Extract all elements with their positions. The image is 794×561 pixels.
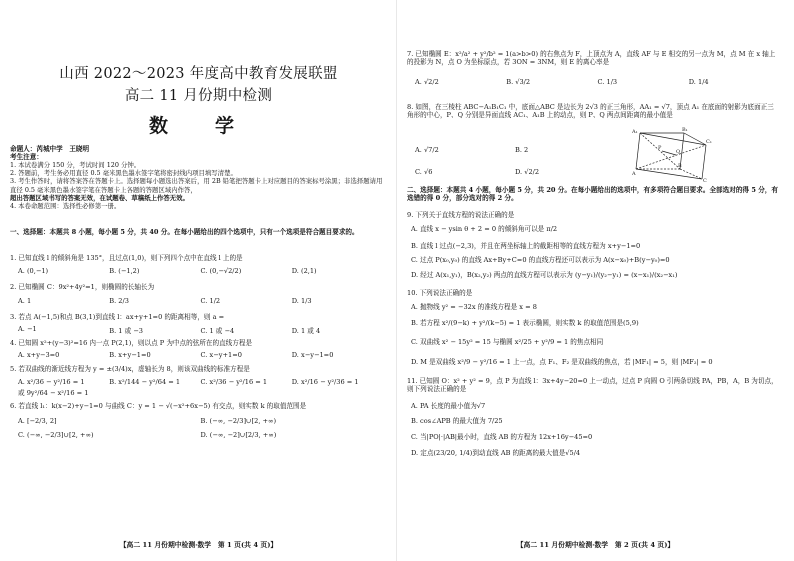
question-3: 3. 若点 A(−1,5)和点 B(3,1)到直线 l：ax+y+1=0 的距离相等，则 a = — [10, 313, 225, 321]
question-8-options-row1 — [415, 146, 615, 154]
question-1-options — [18, 267, 383, 275]
label-c: C — [703, 178, 707, 183]
label-a: A — [632, 171, 636, 177]
question-10: 10. 下列说法正确的是 — [407, 289, 473, 297]
option-b: B. (−∞, −2/3]∪[2, +∞) — [200, 417, 277, 425]
option-c: C. (0,−√2/2) — [200, 267, 242, 275]
q9-option-d: D. 经过 A(x₁,y₁)，B(x₂,y₂) 两点的直线方程可以表示为 (y−y₁)/(y₂−y₁) = (x−x₁)/(x₂−x₁) — [411, 271, 678, 279]
q10-option-a: A. 抛物线 y² = −32x 的准线方程是 x = 8 — [411, 303, 537, 311]
option-b: B. (−1,2) — [109, 267, 140, 275]
option-b: B. x+y−1=0 — [109, 351, 151, 359]
right-page — [397, 0, 794, 561]
label-a1: A₁ — [632, 129, 638, 135]
option-d: D. 1/4 — [688, 78, 709, 86]
label-b: B — [678, 163, 682, 169]
note-item: 3. 考生作答时，请将答案答在答题卡上。选择题每小题选出答案后，用 2B 铅笔把答题卡上对应题目的答案标号涂黑；非选择题请用直径 0.5 毫米黑色墨水签字笔在答题卡上各题的答题区域内作答， — [10, 177, 383, 194]
question-7: 7. 已知椭圆 E：x²/a² + y²/b² = 1(a>b>0) 的右焦点为 F，上顶点为 A，直线 AF 与 E 相交的另一点为 M，点 M 在 x 轴上的投影为 N，点 O 为坐标原点，若 3ON = 3NM，则 E 的离心率是 — [407, 50, 776, 67]
option-d: D. (−∞, −2]∪[2/3, +∞) — [200, 431, 277, 439]
option-a: A. 1 — [18, 297, 32, 305]
note-item: 超出答题区域书写的答案无效，在试题卷、草稿纸上作答无效。 — [10, 193, 189, 202]
section-2-heading: 二、选择题：本题共 4 小题，每小题 5 分，共 20 分。在每小题给出的选项中，有多项符合题目要求。全部选对的得 5 分，有选错的得 0 分，部分选对的得 2 分。 — [407, 186, 778, 203]
author-line: 命题人：芮城中学 王晓明 — [10, 145, 90, 153]
option-c: C. 1/2 — [200, 297, 221, 305]
q9-option-b: B. 直线 l 过点(−2,3)，并且在两坐标轴上的截距相等的直线方程为 x+y−1=0 — [411, 242, 641, 250]
option-b: B. √3/2 — [506, 78, 531, 86]
option-b: B. 2/3 — [109, 297, 129, 305]
option-c: C. √6 — [415, 168, 433, 176]
exam-subtitle: 高二 11 月份期中检测 — [124, 88, 273, 104]
question-7-options — [415, 78, 780, 86]
option-b: B. 1 或 −3 — [109, 327, 143, 335]
question-1: 1. 已知直线 l 的倾斜角是 135°，且过点(1,0)，则下列四个点中在直线 l 上的是 — [10, 254, 243, 262]
label-c1: C₁ — [706, 139, 712, 145]
q9-option-c: C. 过点 P(x₀,y₀) 的直线 Ax+By+C=0 的直线方程还可以表示为 A(x−x₀)+B(y−y₀)=0 — [411, 256, 670, 264]
question-6: 6. 若直线 l₁：k(x−2)+y−1=0 与曲线 C：y = 1 − √(−x²+6x−5) 有交点，则实数 k 的取值范围是 — [10, 402, 307, 410]
option-d: D. √2/2 — [515, 168, 540, 176]
option-a: A. √2/2 — [415, 78, 439, 86]
option-a: A. x²/36 − y²/16 = 1 — [18, 378, 85, 386]
option-c: C. 1 或 −4 — [200, 327, 235, 335]
question-6-options-row2 — [18, 431, 383, 439]
question-3-options — [18, 325, 383, 335]
question-8: 8. 如图，在三棱柱 ABC−A₁B₁C₁ 中，底面△ABC 是边长为 2√3 的正三角形，AA₁ = √7，顶点 A₁ 在底面的射影为底面正三角形的中心，P、Q 分别是异面直线 AC₁、A₁B 上的动点，则 P、Q 两点间距离的最小值是 — [407, 103, 774, 120]
note-item: 4. 本卷命题范围：选择性必修第一册。 — [10, 202, 121, 211]
question-9: 9. 下列关于直线方程的说法正确的是 — [407, 211, 515, 219]
page-footer: 【高二 11 月份期中检测·数学 第 2 页(共 4 页)】 — [516, 541, 675, 549]
question-2-options — [18, 297, 383, 305]
option-a: A. x+y−3=0 — [18, 351, 60, 359]
label-p: P — [658, 145, 662, 151]
question-4-options — [18, 351, 383, 359]
option-d: D. x²/16 − y²/36 = 1 — [291, 378, 359, 386]
q11-option-d: D. 定点(23/20, 1/4)到动直线 AB 的距离的最大值是√5/4 — [411, 449, 581, 457]
question-5: 5. 若双曲线的渐近线方程为 y = ±(3/4)x，虚轴长为 8，则该双曲线的标准方程是 — [10, 365, 250, 373]
option-d: D. (2,1) — [291, 267, 317, 275]
subject-title: 数 学 — [148, 115, 248, 137]
q10-option-d: D. M 是双曲线 x²/9 − y²/16 = 1 上一点，点 F₁、F₂ 是双曲线的焦点，若 |MF₁| = 5，则 |MF₂| = 0 — [411, 358, 713, 366]
option-a: A. (0,−1) — [18, 267, 49, 275]
option-a: A. −1 — [18, 325, 37, 333]
question-6-options-row1 — [18, 417, 383, 425]
option-c: C. 1/3 — [597, 78, 618, 86]
option-a-cont: 或 9y²/64 − x²/16 = 1 — [18, 389, 89, 397]
question-4: 4. 已知圆 x²+(y−3)²=16 内一点 P(2,1)，则以点 P 为中点的弦所在的直线方程是 — [10, 339, 253, 347]
section-1-heading: 一、选择题：本题共 8 小题，每小题 5 分，共 40 分。在每小题给出的四个选项中，只有一个选项是符合题目要求的。 — [10, 228, 359, 236]
question-5-options-line2 — [18, 387, 383, 397]
page-footer: 【高二 11 月份期中检测·数学 第 1 页(共 4 页)】 — [119, 541, 278, 549]
q11-option-c: C. 当|PO|·|AB|最小时，直线 AB 的方程为 12x+16y−45=0 — [411, 433, 593, 441]
question-11: 11. 已知圆 O：x² + y² = 9，点 P 为直线 l：3x+4y−20=0 上一动点，过点 P 向圆 O 引两条切线 PA，PB，A，B 为切点，则下列说法正确的是 — [407, 377, 778, 394]
q10-option-b: B. 若方程 x²/(9−k) + y²/(k−5) = 1 表示椭圆，则实数 k 的取值范围是(5,9) — [411, 319, 639, 327]
q11-option-a: A. PA 长度的最小值为√7 — [411, 402, 486, 410]
option-a: A. [−2/3, 2] — [18, 417, 57, 425]
question-5-options — [18, 378, 383, 386]
q11-option-b: B. cos∠APB 的最大值为 7/25 — [411, 417, 503, 425]
option-d: D. x−y−1=0 — [291, 351, 334, 359]
note-item: 1. 本试卷满分 150 分，考试时间 120 分钟。 — [10, 161, 141, 169]
question-2: 2. 已知椭圆 C：9x²+4y²=1，则椭圆的长轴长为 — [10, 283, 155, 291]
question-8-options-row2 — [415, 168, 615, 176]
option-a: A. √7/2 — [415, 146, 439, 154]
note-item: 2. 答题前，考生务必用直径 0.5 毫米黑色墨水签字笔将密封线内项目填写清楚。 — [10, 169, 237, 178]
option-c: C. (−∞, −2/3]∪[2, +∞) — [18, 431, 94, 439]
q9-option-a: A. 直线 x − ysin θ + 2 = 0 的倾斜角可以是 π/2 — [411, 225, 558, 233]
notes-heading: 考生注意： — [10, 153, 43, 161]
prism-figure — [632, 125, 712, 183]
option-b: B. 2 — [515, 146, 529, 154]
option-c: C. x−y+1=0 — [200, 351, 242, 359]
option-b: B. x²/144 − y²/64 = 1 — [109, 378, 181, 386]
option-d: D. 1/3 — [291, 297, 312, 305]
option-d: D. 1 或 4 — [291, 327, 321, 335]
label-q: Q — [676, 149, 681, 155]
notes-list — [10, 161, 385, 210]
label-b1: B₁ — [682, 127, 688, 133]
option-c: C. x²/36 − y²/16 = 1 — [200, 378, 268, 386]
q10-option-c: C. 双曲线 x² − 15y² = 15 与椭圆 x²/25 + y²/9 = 1 的焦点相同 — [411, 338, 604, 346]
exam-title: 山西 2022～2023 年度高中教育发展联盟 — [59, 66, 338, 82]
